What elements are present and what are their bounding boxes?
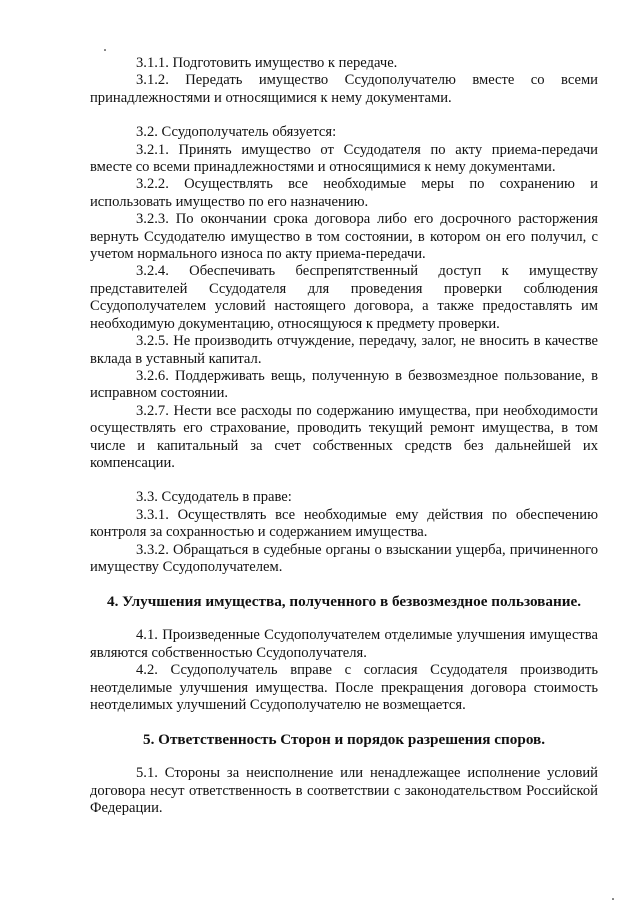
clause-3-2-2: 3.2.2. Осуществлять все необходимые меры по сохранению и использовать имущество по его назначению. — [90, 176, 598, 210]
document-body — [90, 55, 598, 818]
clause-3-2-1: 3.2.1. Принять имущество от Ссудодателя по акту приема-передачи вместе со всеми принадлежностями и относящимися к нему документами. — [90, 141, 598, 176]
clause-3-3-2: 3.3.2. Обращаться в судебные органы о взыскании ущерба, причиненного имуществу Ссудополучателем. — [90, 541, 598, 575]
clause-3-1-1: 3.1.1. Подготовить имущество к передаче. — [136, 55, 398, 71]
clause-3-2-7: 3.2.7. Нести все расходы по содержанию имущества, при необходимости осуществлять его страхование, проводить текущий ремонт имущества, в том числе и капитальный за счет собственных средств без дальнейшей их компенсации. — [90, 402, 598, 471]
clause-3-2-4: 3.2.4. Обеспечивать беспрепятственный доступ к имуществу представителей Ссудодателя для проведения проверки соблюдения Ссудополучателем условий настоящего договора, а также предоставлять им необходимую документацию, относящуюся к предмету проверки. — [90, 263, 598, 332]
section-4-heading: 4. Улучшения имущества, полученного в безвозмездное пользование. — [106, 593, 582, 611]
clause-3-3: 3.3. Ссудодатель в праве: — [136, 489, 292, 506]
clause-3-2-6: 3.2.6. Поддерживать вещь, полученную в безвозмездное пользование, в исправном состоянии. — [90, 367, 598, 402]
scan-speck — [612, 898, 614, 900]
clause-3-3-1: 3.3.1. Осуществлять все необходимые ему действия по обеспечению контроля за сохранностью и содержанием имущества. — [90, 506, 598, 541]
clause-4-2: 4.2. Ссудополучатель вправе с согласия Ссудодателя производить неотделимые улучшения имущества. После прекращения договора стоимость неотделимых улучшений Ссудополучателю не возмещается. — [90, 662, 598, 713]
clause-3-1-2: 3.1.2. Передать имущество Ссудополучателю вместе со всеми принадлежностями и относящимися к нему документами. — [90, 72, 598, 106]
clause-4-1: 4.1. Произведенные Ссудополучателем отделимые улучшения имущества являются собственностью Ссудополучателя. — [90, 627, 598, 661]
clause-3-2: 3.2. Ссудополучатель обязуется: — [136, 124, 337, 141]
scan-speck — [104, 49, 106, 51]
clause-3-2-3: 3.2.3. По окончании срока договора либо его досрочного расторжения вернуть Ссудодателю имущество в том состоянии, в котором он его получил, с учетом нормального износа по акту приема-передачи. — [90, 211, 598, 263]
clause-3-2-5: 3.2.5. Не производить отчуждение, передачу, залог, не вносить в качестве вклада в уставный капитал. — [90, 333, 598, 367]
section-5-heading: 5. Ответственность Сторон и порядок разрешения споров. — [142, 731, 546, 749]
clause-5-1: 5.1. Стороны за неисполнение или ненадлежащее исполнение условий договора несут ответственность в соответствии с законодательством Российской Федерации. — [90, 765, 598, 817]
